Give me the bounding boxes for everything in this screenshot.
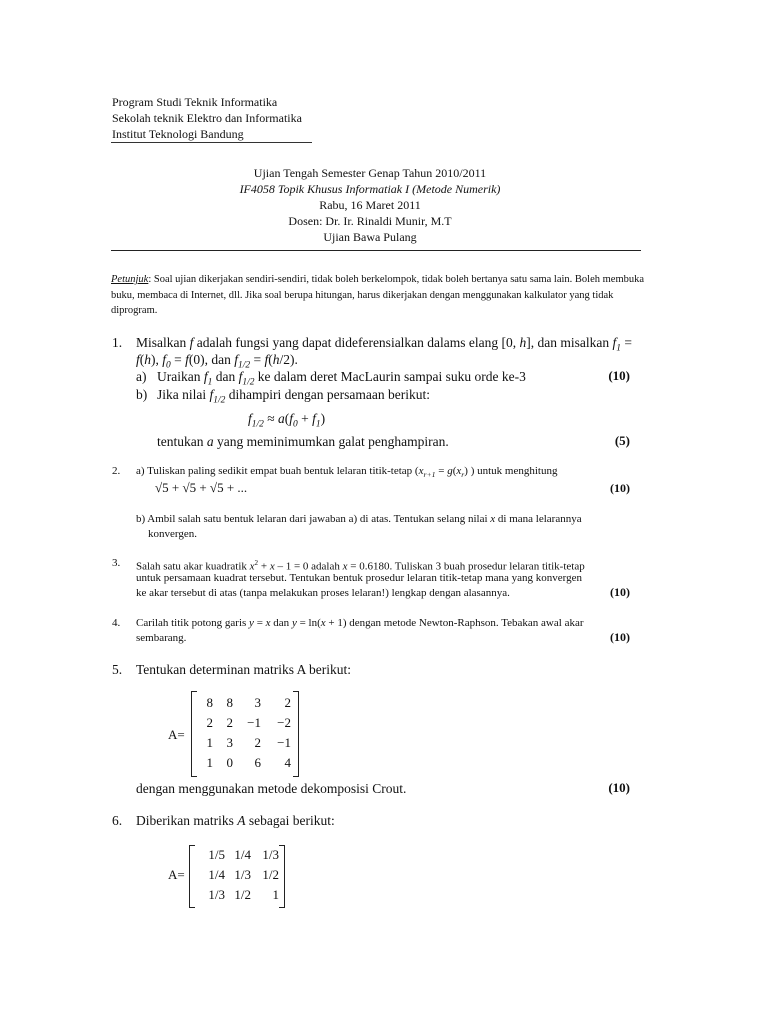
exam-course: IF4058 Topik Khusus Informatiak I (Metode Numerik)	[239, 182, 501, 196]
q1b-task: tentukan a yang meminimumkan galat penghampiran.	[157, 434, 449, 449]
q5-matrix-label: A=	[168, 727, 185, 742]
matrix-cell: 2	[226, 715, 233, 730]
institution-block	[112, 94, 302, 142]
q1b-text: Jika nilai $f_{1/2}$ dihampiri dengan persamaan berikut:	[157, 387, 431, 406]
matrix-cell: 1	[206, 735, 213, 750]
q6-matrix	[189, 845, 285, 908]
matrix-cell: 3	[254, 695, 261, 710]
q4-line1: Carilah titik potong garis y = x dan y = ln(x + 1) dengan metode Newton-Raphson. Tebakan awal akar	[136, 617, 584, 629]
matrix-cell: 8	[206, 695, 213, 710]
institution-line: Program Studi Teknik Informatika	[112, 95, 278, 109]
q5-number: 5.	[112, 662, 123, 677]
exam-header	[200, 165, 540, 245]
q5-text: Tentukan determinan matriks A berikut:	[136, 662, 352, 677]
q4-number: 4.	[112, 617, 121, 629]
q2-expression: √5 + √5 + √5 + ...	[155, 480, 248, 495]
q4-line2: sembarang.	[136, 632, 187, 644]
matrix-cell: 1/3	[262, 847, 279, 862]
matrix-cell: 2	[206, 715, 213, 730]
matrix-cell: 1	[206, 755, 213, 770]
q1-line1: Misalkan f adalah fungsi yang dapat dideferensialkan dalams elang [0, h], dan misalkan $f_1$ =	[136, 335, 632, 354]
matrix-cell: 1/2	[234, 887, 251, 902]
matrix-cell: 1/3	[208, 887, 225, 902]
q2a-points: (10)	[610, 481, 630, 495]
q6-text: Diberikan matriks A sebagai berikut:	[136, 813, 335, 828]
institution-line: Sekolah teknik Elektro dan Informatika	[112, 111, 302, 125]
matrix-cell: 2	[254, 735, 261, 750]
q1a-points: (10)	[608, 368, 630, 383]
matrix-cell: 1/2	[262, 867, 279, 882]
instructions-label: Petunjuk	[111, 274, 149, 285]
instructions-text: : Soal ujian dikerjakan sendiri-sendiri, tidak boleh berkelompok, tidak boleh bertanya satu sama lain. Boleh membuka buku, membaca di Internet, dll. Jika soal berupa hitungan, harus dikerjakan dengan menggunakan kalkulator yang tidak diprogram.	[111, 274, 645, 316]
matrix-cell: 2	[284, 695, 291, 710]
matrix-left-bracket	[191, 691, 197, 777]
matrix-cell: 4	[284, 755, 291, 770]
exam-lecturer: Dosen: Dr. Ir. Rinaldi Munir, M.T	[288, 214, 452, 228]
q3-points: (10)	[610, 585, 630, 599]
exam-title: Ujian Tengah Semester Genap Tahun 2010/2011	[253, 166, 487, 180]
q2b-text-cont: konvergen.	[148, 528, 197, 540]
instructions	[111, 272, 646, 319]
q1a-text: Uraikan $f_1$ dan $f_{1/2}$ ke dalam deret MacLaurin sampai suku orde ke-3	[157, 369, 526, 388]
matrix-cell: −2	[277, 715, 291, 730]
q1-line2: f(h), $f_0 = f(0)$, dan $f_{1/2} = f(h/2)$.	[136, 352, 298, 371]
q3-line3: ke akar tersebut di atas (tanpa melakukan proses lelaran!) lengkap dengan alasannya.	[136, 587, 510, 599]
matrix-cell: 1/4	[208, 867, 225, 882]
q1b-label: b)	[136, 387, 148, 402]
q1b-points: (5)	[614, 433, 630, 448]
q4-points: (10)	[610, 630, 630, 644]
institution-underline	[111, 142, 312, 143]
q5-points: (10)	[608, 780, 630, 795]
q2a-text: a) Tuliskan paling sedikit empat buah bentuk lelaran titik-tetap ($x_{r+1} = g(x_r)$ ) untuk menghitung	[136, 465, 558, 480]
matrix-cell: 3	[226, 735, 233, 750]
q1-equation: $f_{1/2} \approx a(f_0 + f_1)$	[248, 411, 326, 430]
q5-after-text: dengan menggunakan metode dekomposisi Crout.	[136, 781, 407, 796]
matrix-cell: 8	[226, 695, 233, 710]
matrix-cell: −1	[247, 715, 261, 730]
exam-date: Rabu, 16 Maret 2011	[319, 198, 421, 212]
exam-type: Ujian Bawa Pulang	[323, 230, 417, 244]
header-divider	[111, 250, 641, 251]
q2b-text: b) Ambil salah satu bentuk lelaran dari jawaban a) di atas. Tentukan selang nilai x di mana lelarannya	[136, 513, 582, 525]
matrix-cell: −1	[277, 735, 291, 750]
q3-number: 3.	[112, 557, 121, 569]
q3-line1: Salah satu akar kuadratik $x^2 + x - 1 = 0$ adalah x = 0.6180. Tuliskan 3 buah prosedur lelaran titik-tetap	[136, 559, 585, 573]
matrix-right-bracket	[279, 845, 285, 908]
q2-number: 2.	[112, 465, 121, 477]
matrix-cell: 6	[254, 755, 261, 770]
q5-matrix	[191, 691, 299, 777]
q3-line2: untuk persamaan kuadrat tersebut. Tentukan bentuk prosedur lelaran titik-tetap mana yang konvergen	[136, 572, 583, 584]
matrix-cell: 1/5	[208, 847, 225, 862]
matrix-cell: 1	[272, 887, 279, 902]
matrix-right-bracket	[293, 691, 299, 777]
matrix-cell: 1/4	[234, 847, 251, 862]
q1a-label: a)	[136, 369, 147, 384]
matrix-cell: 0	[226, 755, 233, 770]
q6-matrix-label: A=	[168, 867, 185, 882]
q1-number: 1.	[112, 335, 123, 350]
q6-number: 6.	[112, 813, 123, 828]
matrix-left-bracket	[189, 845, 195, 908]
matrix-cell: 1/3	[234, 867, 251, 882]
institution-line: Institut Teknologi Bandung	[112, 127, 244, 141]
